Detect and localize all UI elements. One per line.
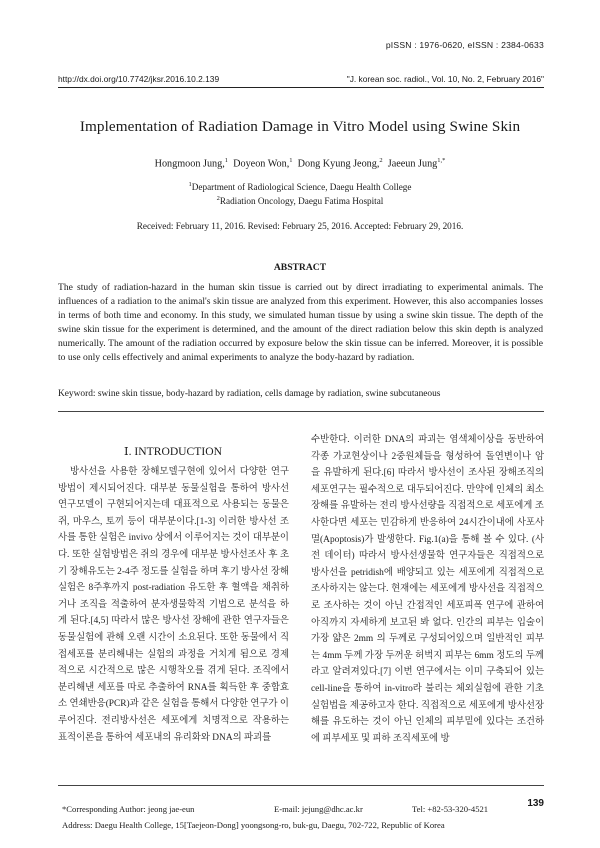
affiliation-text: Department of Radiological Science, Daegu Health College xyxy=(191,182,412,193)
intro-paragraph-right: 수반한다. 이러한 DNA의 파괴는 염색체이상을 동반하여 각종 가교현상이나 2중원체들을 형성하여 돌연변이나 암을 유발하게 된다.[6] 따라서 방사선이 조사된 장해조직의 세포연구는 필수적으로 대두되어진다. 만약에 인체의 최소 장해를 유발하는 전리 방사선량을 직접적으로 세포에게 조사한다면 세포는 민감하게 반응하여 24시간이내에 사포사멸(Apoptosis)가 발생한다. Fig.1(a)을 통해 볼 수 있다. (사전 데이터) 따라서 방사선생물학 연구자들은 직접적으로 방사선을 petridish에 배양되고 있는 세포에게 직접적으로 조사하지는 않는다. 현재에는 세포에게 방사선을 직접적으로 조사하는 것이 아닌 간접적인 세포피폭 연구에 관하여 아직까지 자세하게 보고된 봐 없다. 인간의 피부는 입술이 가장 얇은 2mm 의 두께로 구성되어있으며 일반적인 피부는 4mm 두께 가장 두꺼운 허벅지 피부는 6mm 정도의 두께라고 알려져있다.[7] 이번 연구에서는 이미 구축되어 있는 cell-line을 통하여 in-vitro라 불리는 체외실험에 관한 기초실험법을 제공하고자 한다. 직접적으로 세포에게 방사선장해를 유도하는 것이 아닌 인체의 피부밑에 있다는 조건하에 피부세포 및 피하 조직세포에 방 xyxy=(311,435,544,744)
section-heading-introduction: Ⅰ. INTRODUCTION xyxy=(124,445,222,458)
page-number: 139 xyxy=(527,798,544,809)
author-name: Dong Kyung Jeong, xyxy=(297,158,380,170)
author-name: Doyeon Won, xyxy=(233,158,290,170)
author-affiliation-mark: 2 xyxy=(379,157,383,164)
author-address: Address: Daegu Health College, 15[Taejeon-Dong] yoongsong-ro, buk-gu, Daegu, 702-722, Republic of Korea xyxy=(62,820,445,830)
keywords: Keyword: swine skin tissue, body-hazard by radiation, cells damage by radiation, swine subcutaneous xyxy=(58,389,441,399)
abstract-body: The study of radiation-hazard in the human skin tissue is carried out by direct irradiating to experimental animals. The influences of a radiation to the animal's skin tissue are analyzed from this experiment. However, this also accompanies losses in terms of both time and economy. In this study, we simulated human tissue by using a swine skin tissue. The depth of the swine skin tissue for the experiment is determined, and the amount of the direct radiation below this skin depth is analyzed numerically. The amount of the radiation occurred by exposure below the skin tissue can be inferred. Moreover, it is possible to use only cells effectively and animal experiments to analyze the body-hazard by radiation. xyxy=(58,282,543,363)
paper-title: Implementation of Radiation Damage in Vitro Model using Swine Skin xyxy=(79,118,521,135)
author-name: Jaeeun Jung xyxy=(387,158,438,170)
author-email[interactable]: E-mail: jejung@dhc.ac.kr xyxy=(274,804,363,814)
footer-rule xyxy=(58,785,544,786)
author-name: Hongmoon Jung, xyxy=(154,158,225,170)
intro-right-column xyxy=(311,432,544,747)
author-telephone: Tel: +82-53-320-4521 xyxy=(412,804,489,814)
affiliation-2 xyxy=(0,195,600,206)
doi-link[interactable]: http://dx.doi.org/10.7742/jksr.2016.10.2.139 xyxy=(58,74,220,84)
affiliation-mark: 2 xyxy=(216,195,220,202)
author-affiliation-mark: 1,* xyxy=(437,157,446,164)
received-dates: Received: February 11, 2016. Revised: February 25, 2016. Accepted: February 29, 2016. xyxy=(136,221,464,231)
author-affiliation-mark: 1 xyxy=(289,157,293,164)
intro-paragraph-left: 방사선을 사용한 장해모델구현에 있어서 다양한 연구 방법이 제시되어진다. 대부분 동물실험을 통하여 방사선 연구모델이 구현되어지는데 대표적으로 사용되는 동물은 쥐, 마우스, 토끼 등이 대부분이다.[1-3] 이러한 방사선 조사를 통한 실험은 invivo 상에서 이루어지는 것이 대부분이다. 또한 실험방법은 쥐의 경우에 대부분 방사선조사 후 초기 장해유도는 2-4주 정도를 실험을 하며 후기 방사선 장해 실험은 8주후까지 post-radiation 유도한 후 혈액을 채취하거나 조직을 적출하여 분자생물학적 기법으로 분석을 하게 된다.[4,5] 따라서 많은 방사선 장해에 관한 연구자들은 동물실험에 관해 오랜 시간이 소요된다. 또한 동물에서 직접세포를 분리해내는 실험의 과정을 거치게 됨으로 경제적으로 시간적으로 많은 시행착오를 겪게 된다. 조직에서 분리해낸 세포를 따로 추출하여 RNA를 획득한 후 중합효소 연쇄반응(PCR)과 같은 실험을 통해서 다양한 연구가 이루어진다. 전리방사선은 세포에게 치명적으로 작용하는 표적이론을 통하여 세포내의 유리화와 DNA의 파괴를 xyxy=(58,467,289,743)
intro-left-column xyxy=(58,464,289,746)
affiliation-mark: 1 xyxy=(188,181,192,188)
keyword-rule xyxy=(58,411,544,412)
issn-line: pISSN : 1976-0620, eISSN : 2384-0633 xyxy=(385,40,544,50)
affiliation-1 xyxy=(0,181,600,192)
affiliation-text: Radiation Oncology, Daegu Fatima Hospital xyxy=(219,196,384,207)
author-list xyxy=(0,157,600,169)
journal-citation: "J. korean soc. radiol., Vol. 10, No. 2, February 2016" xyxy=(346,74,544,84)
author-affiliation-mark: 1 xyxy=(224,157,229,164)
abstract-heading: ABSTRACT xyxy=(273,262,327,273)
corresponding-author: *Corresponding Author: jeong jae-eun xyxy=(62,804,195,814)
header-rule xyxy=(58,87,544,88)
